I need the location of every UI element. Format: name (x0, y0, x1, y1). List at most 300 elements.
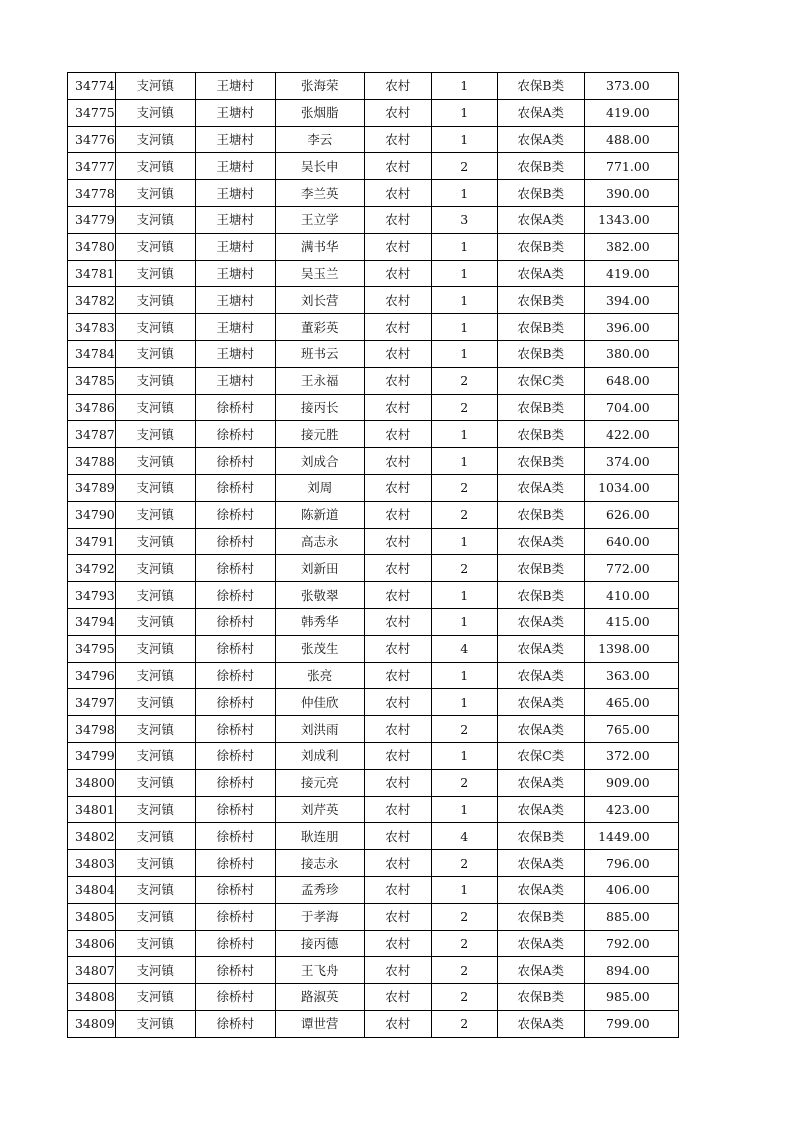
town-cell: 支河镇 (115, 662, 195, 689)
town-cell: 支河镇 (115, 73, 195, 100)
name-cell: 接丙德 (275, 930, 364, 957)
village-cell: 徐桥村 (195, 876, 275, 903)
count-cell: 2 (431, 716, 497, 743)
id-cell: 34776 (68, 126, 116, 153)
id-cell: 34805 (68, 903, 116, 930)
name-cell: 满书华 (275, 233, 364, 260)
table-row (68, 340, 679, 367)
category-cell: 农保B类 (497, 287, 584, 314)
table-row (68, 662, 679, 689)
village-cell: 徐桥村 (195, 474, 275, 501)
area-cell: 农村 (364, 180, 431, 207)
name-cell: 张海荣 (275, 73, 364, 100)
village-cell: 徐桥村 (195, 903, 275, 930)
category-cell: 农保B类 (497, 448, 584, 475)
id-cell: 34803 (68, 850, 116, 877)
town-cell: 支河镇 (115, 180, 195, 207)
area-cell: 农村 (364, 73, 431, 100)
name-cell: 耿连朋 (275, 823, 364, 850)
amount-cell: 419.00 (584, 260, 678, 287)
category-cell: 农保A类 (497, 796, 584, 823)
town-cell: 支河镇 (115, 501, 195, 528)
amount-cell: 406.00 (584, 876, 678, 903)
amount-cell: 765.00 (584, 716, 678, 743)
table-row (68, 206, 679, 233)
name-cell: 接丙长 (275, 394, 364, 421)
amount-cell: 372.00 (584, 742, 678, 769)
area-cell: 农村 (364, 984, 431, 1011)
table-row (68, 903, 679, 930)
category-cell: 农保A类 (497, 99, 584, 126)
category-cell: 农保B类 (497, 501, 584, 528)
table-row (68, 421, 679, 448)
id-cell: 34804 (68, 876, 116, 903)
count-cell: 1 (431, 314, 497, 341)
town-cell: 支河镇 (115, 421, 195, 448)
table-row (68, 930, 679, 957)
amount-cell: 394.00 (584, 287, 678, 314)
town-cell: 支河镇 (115, 850, 195, 877)
amount-cell: 704.00 (584, 394, 678, 421)
village-cell: 徐桥村 (195, 769, 275, 796)
village-cell: 徐桥村 (195, 1010, 275, 1037)
village-cell: 王塘村 (195, 180, 275, 207)
name-cell: 路淑英 (275, 984, 364, 1011)
area-cell: 农村 (364, 662, 431, 689)
area-cell: 农村 (364, 796, 431, 823)
amount-cell: 885.00 (584, 903, 678, 930)
town-cell: 支河镇 (115, 528, 195, 555)
town-cell: 支河镇 (115, 99, 195, 126)
count-cell: 2 (431, 474, 497, 501)
area-cell: 农村 (364, 876, 431, 903)
area-cell: 农村 (364, 528, 431, 555)
area-cell: 农村 (364, 340, 431, 367)
count-cell: 2 (431, 957, 497, 984)
count-cell: 3 (431, 206, 497, 233)
category-cell: 农保B类 (497, 153, 584, 180)
category-cell: 农保A类 (497, 260, 584, 287)
town-cell: 支河镇 (115, 340, 195, 367)
table-row (68, 474, 679, 501)
village-cell: 王塘村 (195, 126, 275, 153)
category-cell: 农保A类 (497, 608, 584, 635)
count-cell: 1 (431, 528, 497, 555)
town-cell: 支河镇 (115, 314, 195, 341)
name-cell: 张亮 (275, 662, 364, 689)
amount-cell: 422.00 (584, 421, 678, 448)
name-cell: 谭世营 (275, 1010, 364, 1037)
amount-cell: 373.00 (584, 73, 678, 100)
count-cell: 1 (431, 73, 497, 100)
table-row (68, 984, 679, 1011)
amount-cell: 390.00 (584, 180, 678, 207)
amount-cell: 415.00 (584, 608, 678, 635)
table-row (68, 153, 679, 180)
category-cell: 农保A类 (497, 850, 584, 877)
village-cell: 徐桥村 (195, 930, 275, 957)
data-table (67, 72, 679, 1038)
town-cell: 支河镇 (115, 153, 195, 180)
category-cell: 农保B类 (497, 73, 584, 100)
category-cell: 农保A类 (497, 474, 584, 501)
name-cell: 李兰英 (275, 180, 364, 207)
town-cell: 支河镇 (115, 930, 195, 957)
area-cell: 农村 (364, 394, 431, 421)
village-cell: 徐桥村 (195, 742, 275, 769)
category-cell: 农保A类 (497, 930, 584, 957)
category-cell: 农保B类 (497, 582, 584, 609)
name-cell: 接元亮 (275, 769, 364, 796)
area-cell: 农村 (364, 689, 431, 716)
count-cell: 1 (431, 608, 497, 635)
category-cell: 农保A类 (497, 662, 584, 689)
id-cell: 34806 (68, 930, 116, 957)
amount-cell: 640.00 (584, 528, 678, 555)
count-cell: 1 (431, 340, 497, 367)
village-cell: 王塘村 (195, 99, 275, 126)
table-row (68, 716, 679, 743)
category-cell: 农保A类 (497, 206, 584, 233)
id-cell: 34802 (68, 823, 116, 850)
id-cell: 34808 (68, 984, 116, 1011)
id-cell: 34774 (68, 73, 116, 100)
id-cell: 34799 (68, 742, 116, 769)
table-row (68, 260, 679, 287)
area-cell: 农村 (364, 421, 431, 448)
count-cell: 1 (431, 260, 497, 287)
amount-cell: 894.00 (584, 957, 678, 984)
category-cell: 农保A类 (497, 876, 584, 903)
amount-cell: 1398.00 (584, 635, 678, 662)
id-cell: 34785 (68, 367, 116, 394)
name-cell: 张敬翠 (275, 582, 364, 609)
id-cell: 34801 (68, 796, 116, 823)
count-cell: 2 (431, 1010, 497, 1037)
area-cell: 农村 (364, 153, 431, 180)
village-cell: 王塘村 (195, 206, 275, 233)
village-cell: 徐桥村 (195, 501, 275, 528)
id-cell: 34784 (68, 340, 116, 367)
name-cell: 刘芹英 (275, 796, 364, 823)
area-cell: 农村 (364, 930, 431, 957)
area-cell: 农村 (364, 957, 431, 984)
id-cell: 34798 (68, 716, 116, 743)
id-cell: 34789 (68, 474, 116, 501)
area-cell: 农村 (364, 850, 431, 877)
area-cell: 农村 (364, 501, 431, 528)
id-cell: 34792 (68, 555, 116, 582)
amount-cell: 799.00 (584, 1010, 678, 1037)
table-row (68, 126, 679, 153)
town-cell: 支河镇 (115, 260, 195, 287)
village-cell: 徐桥村 (195, 796, 275, 823)
count-cell: 2 (431, 903, 497, 930)
name-cell: 孟秀珍 (275, 876, 364, 903)
count-cell: 1 (431, 796, 497, 823)
town-cell: 支河镇 (115, 126, 195, 153)
area-cell: 农村 (364, 99, 431, 126)
amount-cell: 648.00 (584, 367, 678, 394)
id-cell: 34790 (68, 501, 116, 528)
table-row (68, 742, 679, 769)
id-cell: 34788 (68, 448, 116, 475)
area-cell: 农村 (364, 367, 431, 394)
count-cell: 2 (431, 930, 497, 957)
table-row (68, 850, 679, 877)
table-row (68, 635, 679, 662)
village-cell: 王塘村 (195, 340, 275, 367)
count-cell: 1 (431, 662, 497, 689)
town-cell: 支河镇 (115, 742, 195, 769)
village-cell: 徐桥村 (195, 608, 275, 635)
id-cell: 34791 (68, 528, 116, 555)
amount-cell: 909.00 (584, 769, 678, 796)
amount-cell: 626.00 (584, 501, 678, 528)
count-cell: 1 (431, 233, 497, 260)
amount-cell: 1449.00 (584, 823, 678, 850)
table-row (68, 73, 679, 100)
category-cell: 农保A类 (497, 689, 584, 716)
name-cell: 董彩英 (275, 314, 364, 341)
name-cell: 张烟脂 (275, 99, 364, 126)
amount-cell: 380.00 (584, 340, 678, 367)
id-cell: 34800 (68, 769, 116, 796)
village-cell: 徐桥村 (195, 823, 275, 850)
village-cell: 王塘村 (195, 233, 275, 260)
town-cell: 支河镇 (115, 769, 195, 796)
town-cell: 支河镇 (115, 876, 195, 903)
name-cell: 接志永 (275, 850, 364, 877)
amount-cell: 396.00 (584, 314, 678, 341)
town-cell: 支河镇 (115, 635, 195, 662)
count-cell: 1 (431, 448, 497, 475)
amount-cell: 382.00 (584, 233, 678, 260)
town-cell: 支河镇 (115, 689, 195, 716)
category-cell: 农保B类 (497, 233, 584, 260)
village-cell: 王塘村 (195, 314, 275, 341)
town-cell: 支河镇 (115, 796, 195, 823)
table-row (68, 769, 679, 796)
name-cell: 刘成合 (275, 448, 364, 475)
name-cell: 于孝海 (275, 903, 364, 930)
count-cell: 2 (431, 984, 497, 1011)
village-cell: 徐桥村 (195, 394, 275, 421)
table-row (68, 287, 679, 314)
area-cell: 农村 (364, 555, 431, 582)
area-cell: 农村 (364, 635, 431, 662)
area-cell: 农村 (364, 314, 431, 341)
table-row (68, 180, 679, 207)
town-cell: 支河镇 (115, 957, 195, 984)
town-cell: 支河镇 (115, 287, 195, 314)
town-cell: 支河镇 (115, 233, 195, 260)
category-cell: 农保B类 (497, 394, 584, 421)
table-row (68, 823, 679, 850)
area-cell: 农村 (364, 1010, 431, 1037)
amount-cell: 374.00 (584, 448, 678, 475)
village-cell: 徐桥村 (195, 635, 275, 662)
name-cell: 李云 (275, 126, 364, 153)
count-cell: 2 (431, 394, 497, 421)
town-cell: 支河镇 (115, 582, 195, 609)
name-cell: 陈新道 (275, 501, 364, 528)
count-cell: 2 (431, 555, 497, 582)
count-cell: 1 (431, 742, 497, 769)
town-cell: 支河镇 (115, 903, 195, 930)
id-cell: 34797 (68, 689, 116, 716)
table-row (68, 394, 679, 421)
village-cell: 徐桥村 (195, 555, 275, 582)
name-cell: 刘周 (275, 474, 364, 501)
count-cell: 4 (431, 635, 497, 662)
town-cell: 支河镇 (115, 206, 195, 233)
town-cell: 支河镇 (115, 555, 195, 582)
id-cell: 34781 (68, 260, 116, 287)
name-cell: 吴长申 (275, 153, 364, 180)
count-cell: 1 (431, 287, 497, 314)
id-cell: 34807 (68, 957, 116, 984)
count-cell: 1 (431, 126, 497, 153)
category-cell: 农保B类 (497, 314, 584, 341)
table-row (68, 582, 679, 609)
table-body (68, 73, 679, 1038)
name-cell: 接元胜 (275, 421, 364, 448)
table-row (68, 448, 679, 475)
category-cell: 农保A类 (497, 635, 584, 662)
count-cell: 2 (431, 367, 497, 394)
area-cell: 农村 (364, 233, 431, 260)
id-cell: 34796 (68, 662, 116, 689)
amount-cell: 771.00 (584, 153, 678, 180)
id-cell: 34786 (68, 394, 116, 421)
category-cell: 农保B类 (497, 984, 584, 1011)
amount-cell: 985.00 (584, 984, 678, 1011)
area-cell: 农村 (364, 608, 431, 635)
id-cell: 34782 (68, 287, 116, 314)
village-cell: 徐桥村 (195, 716, 275, 743)
name-cell: 班书云 (275, 340, 364, 367)
table-row (68, 796, 679, 823)
count-cell: 1 (431, 421, 497, 448)
name-cell: 刘新田 (275, 555, 364, 582)
village-cell: 王塘村 (195, 287, 275, 314)
name-cell: 刘长营 (275, 287, 364, 314)
category-cell: 农保B类 (497, 903, 584, 930)
amount-cell: 423.00 (584, 796, 678, 823)
area-cell: 农村 (364, 769, 431, 796)
town-cell: 支河镇 (115, 608, 195, 635)
id-cell: 34793 (68, 582, 116, 609)
id-cell: 34780 (68, 233, 116, 260)
amount-cell: 772.00 (584, 555, 678, 582)
area-cell: 农村 (364, 260, 431, 287)
category-cell: 农保B类 (497, 421, 584, 448)
category-cell: 农保A类 (497, 716, 584, 743)
amount-cell: 488.00 (584, 126, 678, 153)
id-cell: 34795 (68, 635, 116, 662)
village-cell: 徐桥村 (195, 984, 275, 1011)
amount-cell: 419.00 (584, 99, 678, 126)
category-cell: 农保B类 (497, 340, 584, 367)
count-cell: 1 (431, 876, 497, 903)
town-cell: 支河镇 (115, 474, 195, 501)
table-row (68, 314, 679, 341)
area-cell: 农村 (364, 126, 431, 153)
count-cell: 1 (431, 99, 497, 126)
village-cell: 徐桥村 (195, 850, 275, 877)
amount-cell: 1343.00 (584, 206, 678, 233)
table-row (68, 501, 679, 528)
area-cell: 农村 (364, 582, 431, 609)
category-cell: 农保C类 (497, 367, 584, 394)
category-cell: 农保A类 (497, 126, 584, 153)
town-cell: 支河镇 (115, 448, 195, 475)
town-cell: 支河镇 (115, 823, 195, 850)
amount-cell: 792.00 (584, 930, 678, 957)
table-row (68, 99, 679, 126)
id-cell: 34794 (68, 608, 116, 635)
village-cell: 徐桥村 (195, 662, 275, 689)
count-cell: 1 (431, 180, 497, 207)
name-cell: 刘成利 (275, 742, 364, 769)
name-cell: 王飞舟 (275, 957, 364, 984)
name-cell: 高志永 (275, 528, 364, 555)
table-row (68, 608, 679, 635)
village-cell: 王塘村 (195, 153, 275, 180)
village-cell: 徐桥村 (195, 528, 275, 555)
category-cell: 农保A类 (497, 528, 584, 555)
count-cell: 1 (431, 582, 497, 609)
count-cell: 2 (431, 850, 497, 877)
id-cell: 34809 (68, 1010, 116, 1037)
town-cell: 支河镇 (115, 716, 195, 743)
category-cell: 农保A类 (497, 1010, 584, 1037)
town-cell: 支河镇 (115, 367, 195, 394)
name-cell: 王立学 (275, 206, 364, 233)
name-cell: 王永福 (275, 367, 364, 394)
name-cell: 刘洪雨 (275, 716, 364, 743)
table-row (68, 233, 679, 260)
town-cell: 支河镇 (115, 984, 195, 1011)
area-cell: 农村 (364, 823, 431, 850)
count-cell: 1 (431, 689, 497, 716)
table-row (68, 957, 679, 984)
id-cell: 34779 (68, 206, 116, 233)
id-cell: 34775 (68, 99, 116, 126)
table-row (68, 1010, 679, 1037)
area-cell: 农村 (364, 903, 431, 930)
category-cell: 农保B类 (497, 823, 584, 850)
table-row (68, 367, 679, 394)
name-cell: 韩秀华 (275, 608, 364, 635)
village-cell: 王塘村 (195, 367, 275, 394)
category-cell: 农保B类 (497, 180, 584, 207)
area-cell: 农村 (364, 474, 431, 501)
count-cell: 4 (431, 823, 497, 850)
town-cell: 支河镇 (115, 394, 195, 421)
name-cell: 张茂生 (275, 635, 364, 662)
amount-cell: 1034.00 (584, 474, 678, 501)
count-cell: 2 (431, 769, 497, 796)
table-row (68, 689, 679, 716)
id-cell: 34783 (68, 314, 116, 341)
table-row (68, 876, 679, 903)
area-cell: 农村 (364, 742, 431, 769)
area-cell: 农村 (364, 448, 431, 475)
category-cell: 农保B类 (497, 555, 584, 582)
amount-cell: 363.00 (584, 662, 678, 689)
